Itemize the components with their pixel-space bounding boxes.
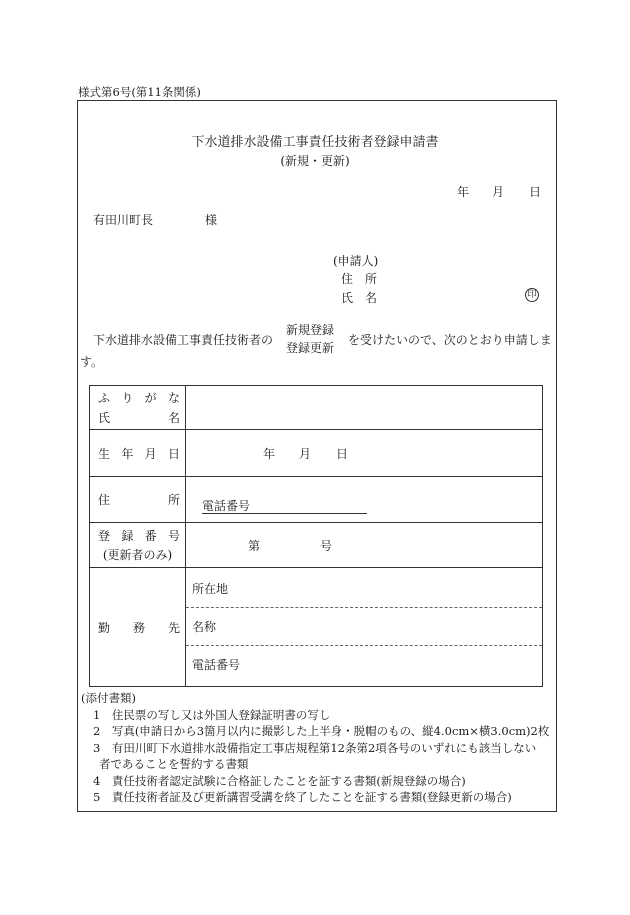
- attachments-section: [81, 690, 549, 806]
- address-label-cell: [90, 477, 186, 523]
- workplace-location-field[interactable]: [186, 571, 542, 608]
- table-row-address: [90, 477, 543, 523]
- applicant-name-label: 氏 名: [341, 291, 378, 305]
- address-input-cell[interactable]: [186, 477, 543, 523]
- applicant-address-label: 住 所: [341, 272, 378, 286]
- table-row-birthdate: [90, 430, 543, 477]
- table-row-workplace: [90, 568, 543, 687]
- attachment-item-continuation: 者であることを誓約する書類: [99, 757, 249, 771]
- workplace-label: 勤 務 先: [98, 620, 180, 635]
- birthdate-label-cell: [90, 430, 186, 477]
- registration-label: 登 録 番 号: [98, 529, 180, 543]
- workplace-name-label: 名称: [192, 619, 217, 634]
- birth-month-label: 月: [299, 447, 312, 461]
- registration-input-cell[interactable]: [186, 523, 543, 568]
- name-input-cell[interactable]: [186, 386, 543, 430]
- workplace-name-field[interactable]: [186, 608, 542, 646]
- registration-prefix: 第: [248, 539, 261, 553]
- birth-day-label: 日: [336, 447, 349, 461]
- attachment-item: 5 責任技術者証及び更新講習受講を終了したことを証する書類(登録更新の場合): [93, 790, 512, 804]
- request-continuation: す。: [80, 355, 104, 369]
- attachments-heading: (添付書類): [81, 691, 136, 705]
- form-title: 下水道排水設備工事責任技術者登録申請書: [191, 135, 439, 150]
- seal-icon: 印: [525, 288, 539, 302]
- birthdate-input-cell[interactable]: [186, 430, 543, 477]
- applicant-heading: (申請人): [333, 254, 379, 268]
- registration-sublabel: (更新者のみ): [102, 548, 173, 562]
- form-number: 様式第6号(第11条関係): [78, 85, 201, 99]
- date-month-label: 月: [492, 185, 505, 199]
- addressee: 有田川町長: [93, 213, 154, 227]
- attachment-item: 4 責任技術者認定試験に合格証したことを証する書類(新規登録の場合): [93, 773, 466, 788]
- furigana-label: ふ り が な: [98, 391, 180, 405]
- form-subtitle: (新規・更新): [280, 154, 350, 168]
- workplace-phone-field[interactable]: [186, 646, 542, 684]
- address-label: 住 所: [98, 493, 180, 507]
- request-option-renew: 登録更新: [286, 341, 335, 355]
- attachment-item: 1 住民票の写し又は外国人登録証明書の写し: [93, 707, 331, 722]
- applicant-details-table: [89, 385, 543, 687]
- table-row-name: [90, 386, 543, 430]
- workplace-label-cell: [90, 568, 186, 687]
- request-option-new: 新規登録: [286, 323, 335, 337]
- address-phone-label: 電話番号: [202, 499, 367, 514]
- birthdate-label: 生 年 月 日: [98, 446, 180, 461]
- attachment-item: 3 有田川町下水道排水設備指定工事店規程第12条第2項各号のいずれにも該当しない: [93, 740, 537, 755]
- request-prefix: 下水道排水設備工事責任技術者の: [93, 333, 274, 347]
- registration-label-cell: [90, 523, 186, 568]
- name-label-cell: [90, 386, 186, 430]
- workplace-input-cell: [186, 568, 543, 687]
- request-suffix: を受けたいので、次のとおり申請しま: [348, 333, 552, 347]
- birth-year-label: 年: [263, 447, 276, 461]
- table-row-registration: [90, 523, 543, 568]
- workplace-location-label: 所在地: [192, 582, 229, 596]
- name-label: 氏 名: [98, 411, 180, 425]
- workplace-phone-label: 電話番号: [192, 658, 241, 672]
- date-day-label: 日: [529, 185, 542, 199]
- honorific: 様: [205, 213, 218, 227]
- registration-suffix: 号: [320, 539, 333, 553]
- date-year-label: 年: [457, 185, 470, 199]
- attachment-item: 2 写真(申請日から3箇月以内に撮影した上半身・脱帽のもの、縦4.0cm×横3.0cm)2枚: [93, 724, 550, 738]
